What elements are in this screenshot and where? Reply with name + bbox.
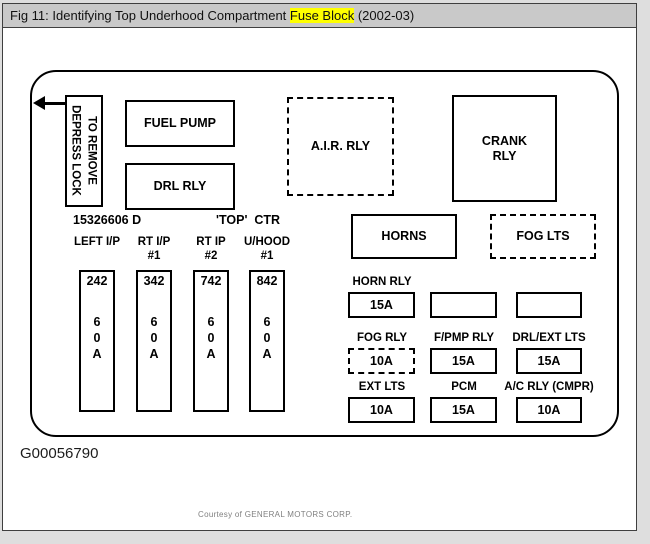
relay-air: A.I.R. RLY <box>287 97 394 196</box>
relay-fog-lts: FOG LTS <box>490 214 596 259</box>
remove-arrow-line <box>44 102 67 105</box>
label-ac-rly-cmpr: A/C RLY (CMPR) <box>504 381 594 393</box>
label-ext-lts: EXT LTS <box>358 381 406 393</box>
title-text-suffix: (2002-03) <box>354 8 415 23</box>
fuse-pcm: 15A <box>430 397 497 423</box>
column-header-rt-ip-2: RT IP #2 <box>196 236 226 262</box>
column-header-uhood-1: U/HOOD #1 <box>244 236 290 262</box>
title-highlight: Fuse Block <box>289 8 355 23</box>
fuse-ext-lts: 10A <box>348 397 415 423</box>
depress-lock-label: TO REMOVE DEPRESS LOCK <box>69 105 98 196</box>
maxifuse-242: 242 60A <box>79 270 115 412</box>
maxifuse-842: 842 60A <box>249 270 285 412</box>
label-fog-rly: FOG RLY <box>356 332 408 344</box>
fuse-horn-rly: 15A <box>348 292 415 318</box>
label-horn-rly: HORN RLY <box>352 276 412 288</box>
relay-horns: HORNS <box>351 214 457 259</box>
column-header-left-ip: LEFT I/P <box>74 236 120 248</box>
top-ctr-label: 'TOP' CTR <box>216 213 281 227</box>
title-text-prefix: Fig 11: Identifying Top Underhood Compartment <box>10 8 290 23</box>
fuse-ac-rly: 10A <box>516 397 582 423</box>
depress-lock-box <box>65 95 103 207</box>
figure-title-bar <box>2 3 637 28</box>
courtesy-note: Courtesy of GENERAL MOTORS CORP. <box>198 510 353 519</box>
maxifuse-342: 342 60A <box>136 270 172 412</box>
maxifuse-742: 742 60A <box>193 270 229 412</box>
fuse-empty-2 <box>516 292 582 318</box>
figure-id: G00056790 <box>20 445 99 462</box>
fuse-fpmp-rly: 15A <box>430 348 497 374</box>
fuse-drl-ext-lts: 15A <box>516 348 582 374</box>
relay-fuel-pump: FUEL PUMP <box>125 100 235 147</box>
label-drl-ext-lts: DRL/EXT LTS <box>512 332 586 344</box>
label-pcm: PCM <box>451 381 477 393</box>
fuse-empty-1 <box>430 292 497 318</box>
relay-drl: DRL RLY <box>125 163 235 210</box>
relay-crank: CRANK RLY <box>452 95 557 202</box>
column-header-rt-ip-1: RT I/P #1 <box>137 236 171 262</box>
part-number: 15326606 D <box>73 213 142 227</box>
label-fpmp-rly: F/PMP RLY <box>433 332 495 344</box>
fuse-fog-rly: 10A <box>348 348 415 374</box>
